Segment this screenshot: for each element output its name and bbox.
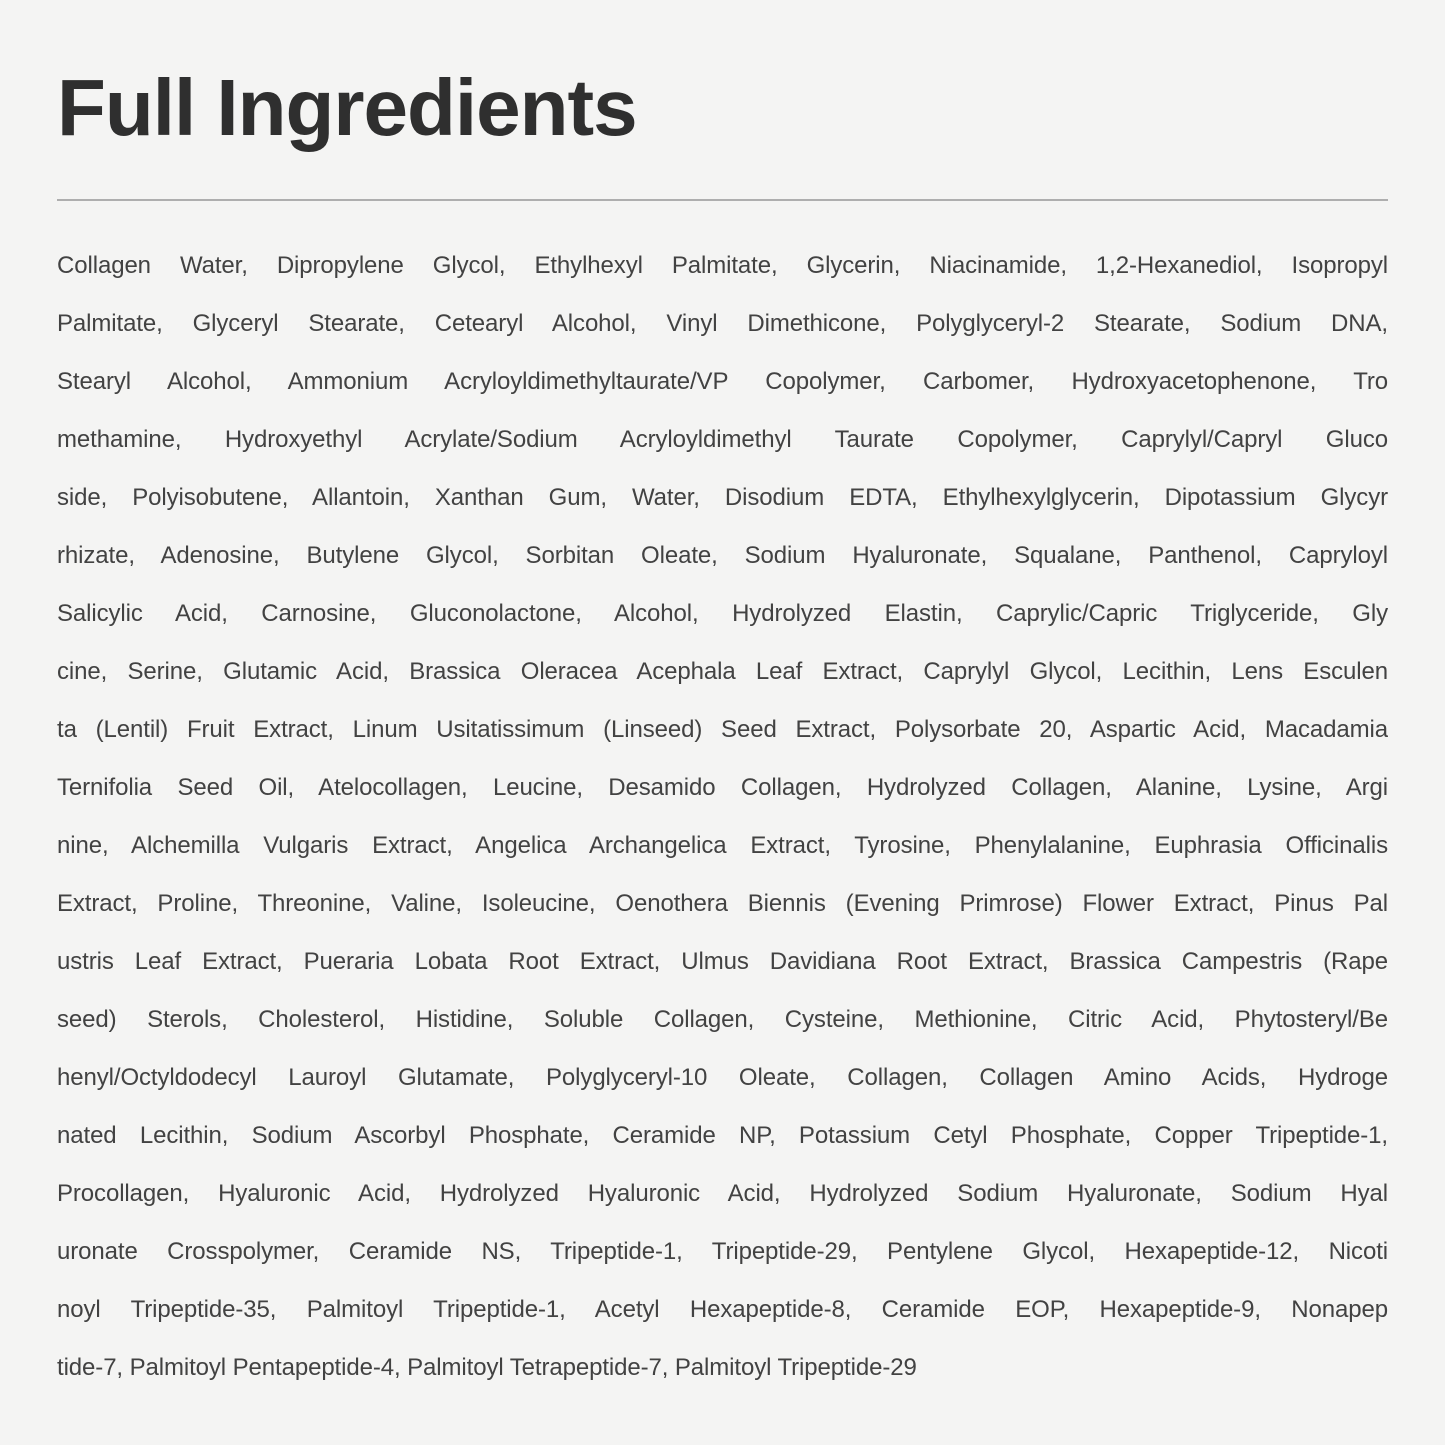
ingredients-line: Stearyl Alcohol, Ammonium Acryloyldimethyltaurate/VP Copolymer, Carbomer, Hydroxyacetophenone, Tro — [57, 368, 1388, 395]
ingredients-line: nated Lecithin, Sodium Ascorbyl Phosphate, Ceramide NP, Potassium Cetyl Phosphate, Copper Tripeptide-1, — [57, 1122, 1388, 1149]
page-title: Full Ingredients — [57, 63, 637, 152]
ingredients-line: Extract, Proline, Threonine, Valine, Isoleucine, Oenothera Biennis (Evening Primrose) Flower Extract, Pinus Pal — [57, 890, 1388, 917]
ingredients-line: cine, Serine, Glutamic Acid, Brassica Oleracea Acephala Leaf Extract, Caprylyl Glycol, Lecithin, Lens Esculen — [57, 658, 1388, 685]
ingredients-list — [57, 237, 1388, 1397]
ingredients-line: ustris Leaf Extract, Pueraria Lobata Root Extract, Ulmus Davidiana Root Extract, Brassica Campestris (Rape — [57, 948, 1388, 975]
ingredients-line: Ternifolia Seed Oil, Atelocollagen, Leucine, Desamido Collagen, Hydrolyzed Collagen, Alanine, Lysine, Argi — [57, 774, 1388, 801]
ingredients-line: Collagen Water, Dipropylene Glycol, Ethylhexyl Palmitate, Glycerin, Niacinamide, 1,2-Hexanediol, Isopropyl — [57, 252, 1388, 279]
title-divider — [57, 199, 1388, 201]
ingredients-line: tide-7, Palmitoyl Pentapeptide-4, Palmitoyl Tetrapeptide-7, Palmitoyl Tripeptide-29 — [57, 1354, 917, 1381]
ingredients-line: seed) Sterols, Cholesterol, Histidine, Soluble Collagen, Cysteine, Methionine, Citric Acid, Phytosteryl/Be — [57, 1006, 1388, 1033]
ingredients-line: side, Polyisobutene, Allantoin, Xanthan Gum, Water, Disodium EDTA, Ethylhexylglycerin, Dipotassium Glycyr — [57, 484, 1388, 511]
ingredients-line: methamine, Hydroxyethyl Acrylate/Sodium Acryloyldimethyl Taurate Copolymer, Caprylyl/Capryl Gluco — [57, 426, 1388, 453]
ingredients-line: henyl/Octyldodecyl Lauroyl Glutamate, Polyglyceryl-10 Oleate, Collagen, Collagen Amino Acids, Hydroge — [57, 1064, 1388, 1091]
ingredients-line: Salicylic Acid, Carnosine, Gluconolactone, Alcohol, Hydrolyzed Elastin, Caprylic/Capric Triglyceride, Gly — [57, 600, 1388, 627]
ingredients-line: uronate Crosspolymer, Ceramide NS, Tripeptide-1, Tripeptide-29, Pentylene Glycol, Hexapeptide-12, Nicoti — [57, 1238, 1388, 1265]
ingredients-line: rhizate, Adenosine, Butylene Glycol, Sorbitan Oleate, Sodium Hyaluronate, Squalane, Panthenol, Capryloyl — [57, 542, 1388, 569]
ingredients-line: ta (Lentil) Fruit Extract, Linum Usitatissimum (Linseed) Seed Extract, Polysorbate 20, Aspartic Acid, Macadamia — [57, 716, 1388, 743]
ingredients-line: nine, Alchemilla Vulgaris Extract, Angelica Archangelica Extract, Tyrosine, Phenylalanine, Euphrasia Officinalis — [57, 832, 1388, 859]
ingredients-line: noyl Tripeptide-35, Palmitoyl Tripeptide-1, Acetyl Hexapeptide-8, Ceramide EOP, Hexapeptide-9, Nonapep — [57, 1296, 1388, 1323]
ingredients-line: Procollagen, Hyaluronic Acid, Hydrolyzed Hyaluronic Acid, Hydrolyzed Sodium Hyaluronate, Sodium Hyal — [57, 1180, 1388, 1207]
ingredients-line: Palmitate, Glyceryl Stearate, Cetearyl Alcohol, Vinyl Dimethicone, Polyglyceryl-2 Stearate, Sodium DNA, — [57, 310, 1388, 337]
